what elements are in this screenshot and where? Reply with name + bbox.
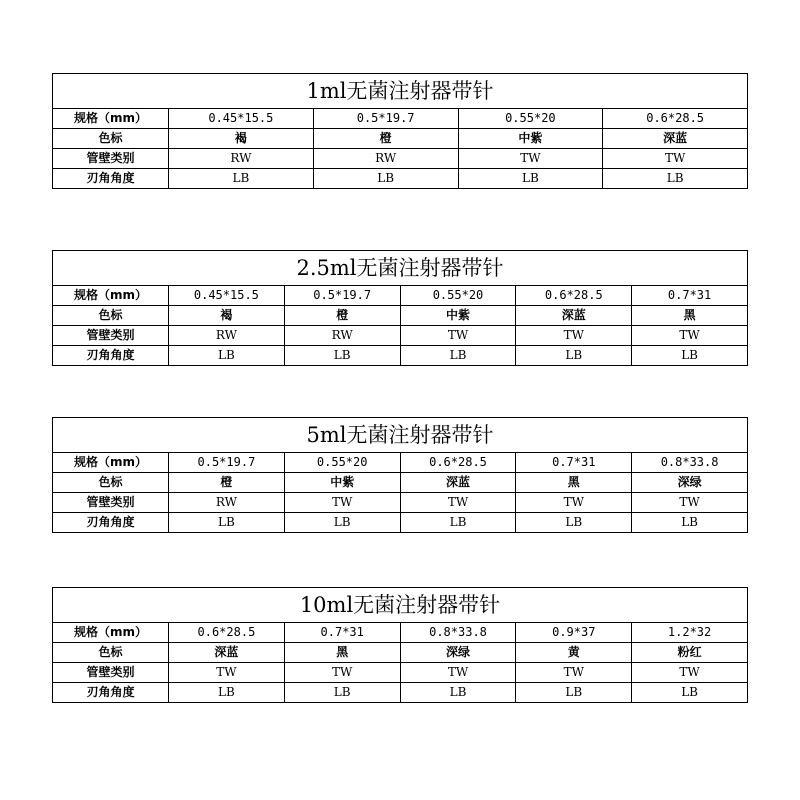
table-row xyxy=(53,453,748,473)
bevel-value: LB xyxy=(169,169,314,189)
bevel-value: LB xyxy=(400,513,516,533)
row-label-wall: 管壁类别 xyxy=(53,663,169,683)
spec-table-2-5ml xyxy=(52,250,748,366)
table-row xyxy=(53,643,748,663)
color-value: 中紫 xyxy=(284,473,400,493)
spec-table-1ml xyxy=(52,73,748,189)
bevel-value: LB xyxy=(169,346,285,366)
table-row xyxy=(53,129,748,149)
row-label-bevel: 刃角角度 xyxy=(53,346,169,366)
row-label-spec: 规格（mm） xyxy=(53,623,169,643)
color-value: 深绿 xyxy=(632,473,748,493)
spec-value: 0.7*31 xyxy=(284,623,400,643)
spec-value: 0.5*19.7 xyxy=(313,109,458,129)
table-row xyxy=(53,513,748,533)
bevel-value: LB xyxy=(603,169,748,189)
bevel-value: LB xyxy=(516,513,632,533)
wall-value: TW xyxy=(458,149,603,169)
wall-value: TW xyxy=(632,326,748,346)
table-row xyxy=(53,149,748,169)
spec-value: 0.9*37 xyxy=(516,623,632,643)
bevel-value: LB xyxy=(516,683,632,703)
spec-value: 1.2*32 xyxy=(632,623,748,643)
color-value: 深蓝 xyxy=(516,306,632,326)
table-row xyxy=(53,493,748,513)
spec-value: 0.8*33.8 xyxy=(632,453,748,473)
color-value: 深绿 xyxy=(400,643,516,663)
row-label-wall: 管壁类别 xyxy=(53,493,169,513)
row-label-color: 色标 xyxy=(53,473,169,493)
table-row xyxy=(53,683,748,703)
spec-value: 0.8*33.8 xyxy=(400,623,516,643)
bevel-value: LB xyxy=(313,169,458,189)
color-value: 深蓝 xyxy=(400,473,516,493)
spec-value: 0.6*28.5 xyxy=(169,623,285,643)
wall-value: TW xyxy=(400,493,516,513)
color-value: 黑 xyxy=(284,643,400,663)
table-title: 1ml无菌注射器带针 xyxy=(53,74,748,109)
spec-value: 0.6*28.5 xyxy=(603,109,748,129)
color-value: 深蓝 xyxy=(169,643,285,663)
table-row xyxy=(53,346,748,366)
spec-value: 0.7*31 xyxy=(516,453,632,473)
spec-value: 0.5*19.7 xyxy=(284,286,400,306)
row-label-color: 色标 xyxy=(53,643,169,663)
color-value: 黄 xyxy=(516,643,632,663)
row-label-bevel: 刃角角度 xyxy=(53,683,169,703)
row-label-spec: 规格（mm） xyxy=(53,286,169,306)
wall-value: TW xyxy=(632,493,748,513)
table-title: 2.5ml无菌注射器带针 xyxy=(53,251,748,286)
spec-value: 0.55*20 xyxy=(400,286,516,306)
color-value: 褐 xyxy=(169,306,285,326)
bevel-value: LB xyxy=(516,346,632,366)
table-row xyxy=(53,109,748,129)
wall-value: TW xyxy=(603,149,748,169)
color-value: 中紫 xyxy=(400,306,516,326)
spec-value: 0.45*15.5 xyxy=(169,286,285,306)
bevel-value: LB xyxy=(284,513,400,533)
color-value: 粉红 xyxy=(632,643,748,663)
spec-value: 0.6*28.5 xyxy=(400,453,516,473)
bevel-value: LB xyxy=(632,346,748,366)
wall-value: TW xyxy=(284,493,400,513)
table-row xyxy=(53,663,748,683)
wall-value: RW xyxy=(313,149,458,169)
color-value: 黑 xyxy=(632,306,748,326)
row-label-bevel: 刃角角度 xyxy=(53,513,169,533)
table-row xyxy=(53,306,748,326)
color-value: 橙 xyxy=(284,306,400,326)
bevel-value: LB xyxy=(284,346,400,366)
color-value: 褐 xyxy=(169,129,314,149)
color-value: 橙 xyxy=(169,473,285,493)
color-value: 深蓝 xyxy=(603,129,748,149)
wall-value: RW xyxy=(284,326,400,346)
bevel-value: LB xyxy=(284,683,400,703)
spec-value: 0.55*20 xyxy=(284,453,400,473)
color-value: 橙 xyxy=(313,129,458,149)
bevel-value: LB xyxy=(632,683,748,703)
wall-value: TW xyxy=(169,663,285,683)
spec-value: 0.5*19.7 xyxy=(169,453,285,473)
spec-value: 0.45*15.5 xyxy=(169,109,314,129)
table-title: 10ml无菌注射器带针 xyxy=(53,588,748,623)
row-label-bevel: 刃角角度 xyxy=(53,169,169,189)
wall-value: RW xyxy=(169,149,314,169)
spec-value: 0.55*20 xyxy=(458,109,603,129)
spec-value: 0.7*31 xyxy=(632,286,748,306)
table-row xyxy=(53,473,748,493)
row-label-wall: 管壁类别 xyxy=(53,149,169,169)
bevel-value: LB xyxy=(169,513,285,533)
table-row xyxy=(53,326,748,346)
table-title: 5ml无菌注射器带针 xyxy=(53,418,748,453)
bevel-value: LB xyxy=(632,513,748,533)
row-label-color: 色标 xyxy=(53,129,169,149)
spec-table-10ml xyxy=(52,587,748,703)
wall-value: TW xyxy=(284,663,400,683)
bevel-value: LB xyxy=(400,346,516,366)
wall-value: TW xyxy=(516,493,632,513)
wall-value: TW xyxy=(400,663,516,683)
wall-value: TW xyxy=(516,663,632,683)
table-row xyxy=(53,169,748,189)
spec-value: 0.6*28.5 xyxy=(516,286,632,306)
bevel-value: LB xyxy=(458,169,603,189)
row-label-spec: 规格（mm） xyxy=(53,453,169,473)
wall-value: TW xyxy=(632,663,748,683)
color-value: 黑 xyxy=(516,473,632,493)
table-row xyxy=(53,286,748,306)
wall-value: TW xyxy=(400,326,516,346)
row-label-spec: 规格（mm） xyxy=(53,109,169,129)
row-label-color: 色标 xyxy=(53,306,169,326)
bevel-value: LB xyxy=(400,683,516,703)
spec-table-5ml xyxy=(52,417,748,533)
color-value: 中紫 xyxy=(458,129,603,149)
wall-value: RW xyxy=(169,493,285,513)
wall-value: TW xyxy=(516,326,632,346)
bevel-value: LB xyxy=(169,683,285,703)
table-row xyxy=(53,623,748,643)
row-label-wall: 管壁类别 xyxy=(53,326,169,346)
wall-value: RW xyxy=(169,326,285,346)
